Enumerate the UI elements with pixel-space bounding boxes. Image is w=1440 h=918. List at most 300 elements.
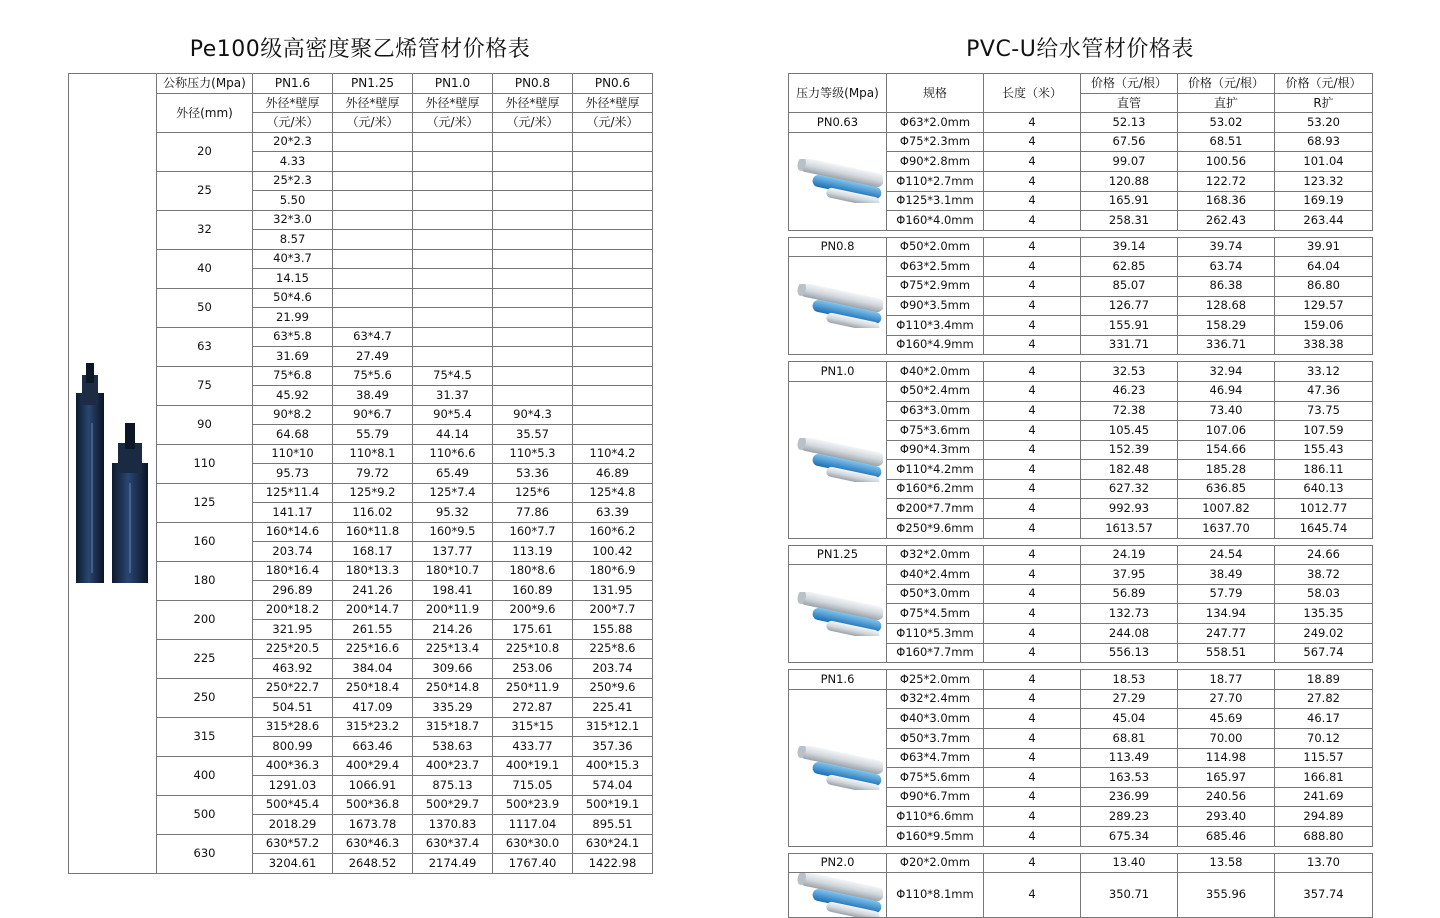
pe-price-cell: 2648.52 [333, 854, 413, 874]
pvc-length-cell: 4 [984, 421, 1081, 441]
pe-spec-cell: 110*5.3 [493, 444, 573, 464]
pvc-spec-cell: Φ32*2.4mm [887, 689, 984, 709]
pvc-price-straight-expand-cell: 57.79 [1178, 584, 1275, 604]
pvc-price-r-expand-cell: 123.32 [1275, 171, 1373, 191]
pe-price-cell [333, 230, 413, 250]
pvc-price-straight-cell: 68.81 [1081, 729, 1178, 749]
pvc-length-cell: 4 [984, 729, 1081, 749]
pvc-price-straight-cell: 46.23 [1081, 381, 1178, 401]
pe-price-cell: 1117.04 [493, 815, 573, 835]
pvc-spec-cell: Φ20*2.0mm [887, 853, 984, 873]
pvc-spec-cell: Φ110*6.6mm [887, 807, 984, 827]
pvc-price-r-expand-cell: 58.03 [1275, 584, 1373, 604]
pvc-price-header: 价格（元/根） [1178, 74, 1275, 94]
pe-spec-cell: 225*13.4 [413, 639, 493, 659]
pvc-length-cell: 4 [984, 787, 1081, 807]
pvc-spec-cell: Φ160*9.5mm [887, 826, 984, 846]
pe-spec-cell [413, 132, 493, 152]
pe-spec-header: 外径*壁厚 [253, 93, 333, 113]
pe-spec-cell: 225*20.5 [253, 639, 333, 659]
pvc-price-straight-cell: 85.07 [1081, 276, 1178, 296]
pe-price-cell: 1066.91 [333, 776, 413, 796]
pvc-price-r-expand-cell: 64.04 [1275, 257, 1373, 277]
pe-spec-cell: 160*9.5 [413, 522, 493, 542]
pvc-length-cell: 4 [984, 237, 1081, 257]
pe-price-cell: 875.13 [413, 776, 493, 796]
pe-price-cell: 77.86 [493, 503, 573, 523]
pvc-spec-cell: Φ90*3.5mm [887, 296, 984, 316]
pe-price-cell: 155.88 [573, 620, 653, 640]
pvc-spec-cell: Φ90*2.8mm [887, 152, 984, 172]
pvc-price-r-expand-cell: 567.74 [1275, 643, 1373, 663]
pe-spec-cell: 500*23.9 [493, 795, 573, 815]
pvc-length-cell: 4 [984, 113, 1081, 133]
pe-spec-cell: 50*4.6 [253, 288, 333, 308]
pvc-spec-cell: Φ75*2.9mm [887, 276, 984, 296]
pvc-spec-cell: Φ40*3.0mm [887, 709, 984, 729]
pe-price-cell [573, 425, 653, 445]
pe-price-cell [573, 191, 653, 211]
pvc-spec-cell: Φ50*2.0mm [887, 237, 984, 257]
pvc-price-straight-expand-cell: 165.97 [1178, 768, 1275, 788]
pe-price-cell: 384.04 [333, 659, 413, 679]
pe-spec-cell: 630*37.4 [413, 834, 493, 854]
pe-price-cell [493, 308, 573, 328]
pvc-price-straight-cell: 236.99 [1081, 787, 1178, 807]
pe-price-cell: 357.36 [573, 737, 653, 757]
pe-price-cell: 95.73 [253, 464, 333, 484]
pe-spec-cell [413, 288, 493, 308]
pvc-price-straight-expand-cell: 685.46 [1178, 826, 1275, 846]
pe-price-cell: 463.92 [253, 659, 333, 679]
pe-spec-cell: 75*5.6 [333, 366, 413, 386]
pvc-price-straight-expand-cell: 154.66 [1178, 440, 1275, 460]
pe-spec-cell: 110*10 [253, 444, 333, 464]
pe-spec-cell: 500*19.1 [573, 795, 653, 815]
pe-spec-cell: 110*6.6 [413, 444, 493, 464]
pe-price-cell: 4.33 [253, 152, 333, 172]
pe-price-cell: 27.49 [333, 347, 413, 367]
pvc-spec-cell: Φ160*6.2mm [887, 479, 984, 499]
pvc-table-row [789, 381, 1373, 401]
pvc-price-straight-cell: 331.71 [1081, 335, 1178, 355]
pvc-gap-cell [789, 230, 1373, 237]
pvc-spec-cell: Φ75*2.3mm [887, 132, 984, 152]
pvc-table-row [789, 113, 1373, 133]
pvc-straight-expand-header: 直扩 [1178, 93, 1275, 113]
pvc-price-r-expand-cell: 357.74 [1275, 873, 1373, 918]
pvc-price-r-expand-cell: 68.93 [1275, 132, 1373, 152]
pe-price-cell: 538.63 [413, 737, 493, 757]
pvc-gap-cell [789, 355, 1373, 362]
pe-pressure-1: PN1.25 [333, 74, 413, 94]
pvc-price-straight-expand-cell: 18.77 [1178, 670, 1275, 690]
pvc-length-cell: 4 [984, 826, 1081, 846]
pe-od-cell: 20 [157, 132, 253, 171]
pe-spec-cell: 180*6.9 [573, 561, 653, 581]
pe-spec-cell [333, 210, 413, 230]
pe-spec-cell: 250*11.9 [493, 678, 573, 698]
pe-spec-header: 外径*壁厚 [493, 93, 573, 113]
pe-spec-cell: 250*14.8 [413, 678, 493, 698]
pe-price-cell: 1291.03 [253, 776, 333, 796]
pvc-pipe-image-cell [789, 132, 887, 230]
pvc-price-straight-cell: 350.71 [1081, 873, 1178, 918]
pe-price-cell: 46.89 [573, 464, 653, 484]
pe-price-cell: 715.05 [493, 776, 573, 796]
pe-spec-cell: 630*24.1 [573, 834, 653, 854]
pe-price-cell: 241.26 [333, 581, 413, 601]
pvc-price-r-expand-cell: 1012.77 [1275, 499, 1373, 519]
pe-spec-cell [573, 366, 653, 386]
pvc-price-straight-expand-cell: 240.56 [1178, 787, 1275, 807]
pe-price-cell: 116.02 [333, 503, 413, 523]
pvc-price-straight-expand-cell: 168.36 [1178, 191, 1275, 211]
pe-price-cell: 168.17 [333, 542, 413, 562]
pvc-price-r-expand-cell: 73.75 [1275, 401, 1373, 421]
pe-spec-cell [333, 171, 413, 191]
pe-od-cell: 50 [157, 288, 253, 327]
pvc-grade-cell: PN1.25 [789, 545, 887, 565]
pe-table-title: Pe100级高密度聚乙烯管材价格表 [189, 37, 531, 62]
pvc-length-cell: 4 [984, 211, 1081, 231]
pe-price-cell [333, 308, 413, 328]
pvc-price-straight-expand-cell: 134.94 [1178, 604, 1275, 624]
pe-price-cell: 45.92 [253, 386, 333, 406]
pe-spec-cell: 125*11.4 [253, 483, 333, 503]
pvc-price-table [788, 73, 1373, 918]
pe-price-cell: 214.26 [413, 620, 493, 640]
pvc-table-row [789, 237, 1373, 257]
pvc-length-cell: 4 [984, 768, 1081, 788]
pe-od-cell: 75 [157, 366, 253, 405]
pvc-length-cell: 4 [984, 362, 1081, 382]
pe-price-cell: 65.49 [413, 464, 493, 484]
pe-price-cell [413, 152, 493, 172]
pe-price-cell: 321.95 [253, 620, 333, 640]
pvc-price-straight-expand-cell: 1637.70 [1178, 519, 1275, 539]
pe-spec-cell: 110*8.1 [333, 444, 413, 464]
pe-price-cell: 504.51 [253, 698, 333, 718]
pvc-spec-cell: Φ50*3.7mm [887, 729, 984, 749]
pvc-price-straight-cell: 62.85 [1081, 257, 1178, 277]
pvc-pipe-image [793, 746, 883, 790]
pe-pressure-4: PN0.6 [573, 74, 653, 94]
pe-price-cell: 160.89 [493, 581, 573, 601]
pe-spec-cell: 400*29.4 [333, 756, 413, 776]
pvc-price-straight-expand-cell: 45.69 [1178, 709, 1275, 729]
pe-spec-cell [413, 171, 493, 191]
pvc-spec-cell: Φ110*4.2mm [887, 460, 984, 480]
pe-spec-cell: 125*6 [493, 483, 573, 503]
pvc-price-r-expand-cell: 241.69 [1275, 787, 1373, 807]
pvc-length-cell: 4 [984, 335, 1081, 355]
pvc-spec-cell: Φ90*4.3mm [887, 440, 984, 460]
pvc-spec-cell: Φ75*4.5mm [887, 604, 984, 624]
pe-spec-cell: 315*28.6 [253, 717, 333, 737]
pvc-price-straight-cell: 24.19 [1081, 545, 1178, 565]
pe-spec-cell: 315*23.2 [333, 717, 413, 737]
pe-price-cell [493, 269, 573, 289]
pe-od-cell: 90 [157, 405, 253, 444]
pe-spec-cell [333, 132, 413, 152]
pvc-pipe-image-cell [789, 565, 887, 663]
pe-price-cell: 203.74 [573, 659, 653, 679]
pvc-price-straight-expand-cell: 185.28 [1178, 460, 1275, 480]
pvc-price-straight-cell: 13.40 [1081, 853, 1178, 873]
pe-price-cell: 100.42 [573, 542, 653, 562]
pvc-price-straight-expand-cell: 636.85 [1178, 479, 1275, 499]
pvc-price-r-expand-cell: 263.44 [1275, 211, 1373, 231]
pvc-price-r-expand-cell: 46.17 [1275, 709, 1373, 729]
pvc-price-straight-expand-cell: 13.58 [1178, 853, 1275, 873]
pvc-spec-cell: Φ63*2.5mm [887, 257, 984, 277]
pvc-price-straight-cell: 289.23 [1081, 807, 1178, 827]
pvc-price-straight-expand-cell: 24.54 [1178, 545, 1275, 565]
pvc-pipe-image-cell [789, 689, 887, 846]
pe-price-cell [573, 347, 653, 367]
pvc-price-straight-cell: 155.91 [1081, 316, 1178, 336]
pe-spec-cell: 63*5.8 [253, 327, 333, 347]
pe-price-cell: 417.09 [333, 698, 413, 718]
pvc-table-row [789, 689, 1373, 709]
pe-spec-cell [573, 249, 653, 269]
pe-od-cell: 630 [157, 834, 253, 873]
pvc-pipe-image [793, 592, 883, 636]
pvc-spec-header: 规格 [887, 74, 984, 113]
pvc-pipe-image [793, 873, 883, 917]
pvc-price-r-expand-cell: 1645.74 [1275, 519, 1373, 539]
pe-spec-cell: 225*10.8 [493, 639, 573, 659]
pe-spec-cell [333, 249, 413, 269]
pvc-group-gap [789, 538, 1373, 545]
pe-price-cell [493, 191, 573, 211]
pvc-length-cell: 4 [984, 401, 1081, 421]
pvc-spec-cell: Φ63*4.7mm [887, 748, 984, 768]
pvc-pipe-image-cell [789, 873, 887, 918]
pe-price-cell [493, 386, 573, 406]
pe-spec-cell: 180*16.4 [253, 561, 333, 581]
pvc-spec-cell: Φ160*4.0mm [887, 211, 984, 231]
pe-price-cell: 800.99 [253, 737, 333, 757]
pe-price-cell [573, 152, 653, 172]
pvc-pipe-image-cell [789, 381, 887, 538]
pvc-length-cell: 4 [984, 257, 1081, 277]
pe-price-cell: 53.36 [493, 464, 573, 484]
pe-price-cell [493, 347, 573, 367]
pe-spec-cell: 200*11.9 [413, 600, 493, 620]
pvc-price-straight-cell: 152.39 [1081, 440, 1178, 460]
pe-spec-cell [333, 288, 413, 308]
pe-od-header: 外径(mm) [157, 93, 253, 132]
pe-spec-cell: 160*6.2 [573, 522, 653, 542]
pe-spec-cell: 110*4.2 [573, 444, 653, 464]
pvc-spec-cell: Φ110*3.4mm [887, 316, 984, 336]
pvc-price-r-expand-cell: 135.35 [1275, 604, 1373, 624]
pvc-length-cell: 4 [984, 316, 1081, 336]
pe-price-cell: 131.95 [573, 581, 653, 601]
pe-price-cell: 44.14 [413, 425, 493, 445]
pvc-price-straight-cell: 32.53 [1081, 362, 1178, 382]
pvc-pipe-image-cell [789, 257, 887, 355]
pe-spec-cell: 315*18.7 [413, 717, 493, 737]
pe-spec-cell [573, 288, 653, 308]
pe-pressure-3: PN0.8 [493, 74, 573, 94]
pe-price-cell [333, 152, 413, 172]
pvc-grade-cell: PN1.0 [789, 362, 887, 382]
pvc-table-title: PVC-U给水管材价格表 [966, 37, 1194, 62]
pvc-length-cell: 4 [984, 191, 1081, 211]
pvc-pipe-image [793, 284, 883, 328]
pe-price-cell [413, 191, 493, 211]
pe-spec-cell [493, 366, 573, 386]
pe-price-cell [573, 308, 653, 328]
pe-price-cell: 8.57 [253, 230, 333, 250]
pe-spec-cell [413, 249, 493, 269]
pe-price-cell: 38.49 [333, 386, 413, 406]
pe-unit-header: （元/米） [573, 113, 653, 133]
pe-spec-cell [493, 132, 573, 152]
pvc-length-cell: 4 [984, 152, 1081, 172]
pvc-pipe-image [793, 159, 883, 203]
pe-spec-cell: 40*3.7 [253, 249, 333, 269]
pe-spec-cell: 400*15.3 [573, 756, 653, 776]
pe-od-cell: 500 [157, 795, 253, 834]
pe-spec-cell: 200*14.7 [333, 600, 413, 620]
pvc-grade-cell: PN1.6 [789, 670, 887, 690]
pvc-price-straight-expand-cell: 336.71 [1178, 335, 1275, 355]
pe-price-cell: 2018.29 [253, 815, 333, 835]
pe-spec-cell: 400*23.7 [413, 756, 493, 776]
pvc-price-straight-expand-cell: 128.68 [1178, 296, 1275, 316]
pe-price-cell: 895.51 [573, 815, 653, 835]
pe-spec-cell: 90*4.3 [493, 405, 573, 425]
pe-od-cell: 25 [157, 171, 253, 210]
pvc-price-straight-cell: 244.08 [1081, 624, 1178, 644]
pvc-price-straight-expand-cell: 158.29 [1178, 316, 1275, 336]
pvc-price-straight-cell: 45.04 [1081, 709, 1178, 729]
pvc-price-r-expand-cell: 186.11 [1275, 460, 1373, 480]
pe-price-cell: 225.41 [573, 698, 653, 718]
pe-spec-cell [493, 171, 573, 191]
pe-spec-cell: 180*10.7 [413, 561, 493, 581]
pvc-length-cell: 4 [984, 604, 1081, 624]
pvc-price-r-expand-cell: 107.59 [1275, 421, 1373, 441]
pe-od-cell: 125 [157, 483, 253, 522]
pvc-price-r-expand-cell: 33.12 [1275, 362, 1373, 382]
pvc-price-straight-expand-cell: 262.43 [1178, 211, 1275, 231]
pe-spec-cell: 400*36.3 [253, 756, 333, 776]
pvc-length-cell: 4 [984, 853, 1081, 873]
pe-od-cell: 315 [157, 717, 253, 756]
pvc-price-r-expand-cell: 53.20 [1275, 113, 1373, 133]
pe-spec-cell: 160*11.8 [333, 522, 413, 542]
pvc-price-straight-cell: 18.53 [1081, 670, 1178, 690]
pvc-price-straight-expand-cell: 293.40 [1178, 807, 1275, 827]
pvc-spec-cell: Φ63*3.0mm [887, 401, 984, 421]
pvc-length-cell: 4 [984, 440, 1081, 460]
pvc-price-straight-cell: 182.48 [1081, 460, 1178, 480]
pe-spec-cell: 500*36.8 [333, 795, 413, 815]
pvc-price-r-expand-cell: 70.12 [1275, 729, 1373, 749]
pe-spec-cell: 315*15 [493, 717, 573, 737]
pe-price-cell: 203.74 [253, 542, 333, 562]
pe-pressure-0: PN1.6 [253, 74, 333, 94]
pe-price-cell: 272.87 [493, 698, 573, 718]
pe-price-cell: 253.06 [493, 659, 573, 679]
pvc-price-straight-expand-cell: 122.72 [1178, 171, 1275, 191]
pvc-gap-cell [789, 663, 1373, 670]
pe-spec-cell [493, 210, 573, 230]
pe-spec-cell [493, 249, 573, 269]
pvc-price-straight-cell: 126.77 [1081, 296, 1178, 316]
pvc-price-r-expand-cell: 640.13 [1275, 479, 1373, 499]
pvc-price-straight-cell: 120.88 [1081, 171, 1178, 191]
pvc-length-cell: 4 [984, 624, 1081, 644]
pe-spec-cell: 630*57.2 [253, 834, 333, 854]
pvc-grade-cell: PN0.8 [789, 237, 887, 257]
pvc-group-gap [789, 355, 1373, 362]
pe-spec-cell: 200*18.2 [253, 600, 333, 620]
pvc-price-r-expand-cell: 101.04 [1275, 152, 1373, 172]
pe-spec-cell [573, 210, 653, 230]
pvc-spec-cell: Φ110*8.1mm [887, 873, 984, 918]
pvc-price-straight-expand-cell: 114.98 [1178, 748, 1275, 768]
pe-price-cell: 113.19 [493, 542, 573, 562]
pe-spec-cell: 125*9.2 [333, 483, 413, 503]
pvc-table-row [789, 853, 1373, 873]
pe-spec-cell [573, 171, 653, 191]
pe-pressure-2: PN1.0 [413, 74, 493, 94]
pvc-price-straight-cell: 72.38 [1081, 401, 1178, 421]
pe-spec-cell: 75*6.8 [253, 366, 333, 386]
pe-price-cell: 55.79 [333, 425, 413, 445]
pvc-price-r-expand-cell: 115.57 [1275, 748, 1373, 768]
pe-pipe-image-cell [69, 74, 157, 874]
pe-spec-header: 外径*壁厚 [573, 93, 653, 113]
pvc-table-row [789, 873, 1373, 918]
pe-spec-cell: 32*3.0 [253, 210, 333, 230]
pvc-length-header: 长度（米） [984, 74, 1081, 113]
pe-price-cell: 1370.83 [413, 815, 493, 835]
pvc-price-straight-expand-cell: 1007.82 [1178, 499, 1275, 519]
pe-spec-cell: 160*14.6 [253, 522, 333, 542]
pvc-price-straight-cell: 1613.57 [1081, 519, 1178, 539]
pe-pressure-header: 公称压力(Mpa) [157, 74, 253, 94]
pvc-table-row [789, 257, 1373, 277]
pe-spec-cell: 75*4.5 [413, 366, 493, 386]
pvc-length-cell: 4 [984, 296, 1081, 316]
pe-price-cell: 309.66 [413, 659, 493, 679]
pvc-group-gap [789, 230, 1373, 237]
pe-od-cell: 63 [157, 327, 253, 366]
pe-spec-cell [573, 327, 653, 347]
pe-spec-cell: 125*7.4 [413, 483, 493, 503]
pe-spec-cell: 500*29.7 [413, 795, 493, 815]
pe-price-cell [573, 269, 653, 289]
pvc-price-straight-expand-cell: 46.94 [1178, 381, 1275, 401]
pe-unit-header: （元/米） [493, 113, 573, 133]
pvc-price-straight-expand-cell: 107.06 [1178, 421, 1275, 441]
pvc-length-cell: 4 [984, 479, 1081, 499]
pe-spec-cell: 315*12.1 [573, 717, 653, 737]
pvc-price-header: 价格（元/根） [1081, 74, 1178, 94]
pvc-price-r-expand-cell: 27.82 [1275, 689, 1373, 709]
pvc-price-straight-expand-cell: 39.74 [1178, 237, 1275, 257]
pvc-spec-cell: Φ75*5.6mm [887, 768, 984, 788]
pe-spec-cell: 180*8.6 [493, 561, 573, 581]
pe-price-cell: 79.72 [333, 464, 413, 484]
